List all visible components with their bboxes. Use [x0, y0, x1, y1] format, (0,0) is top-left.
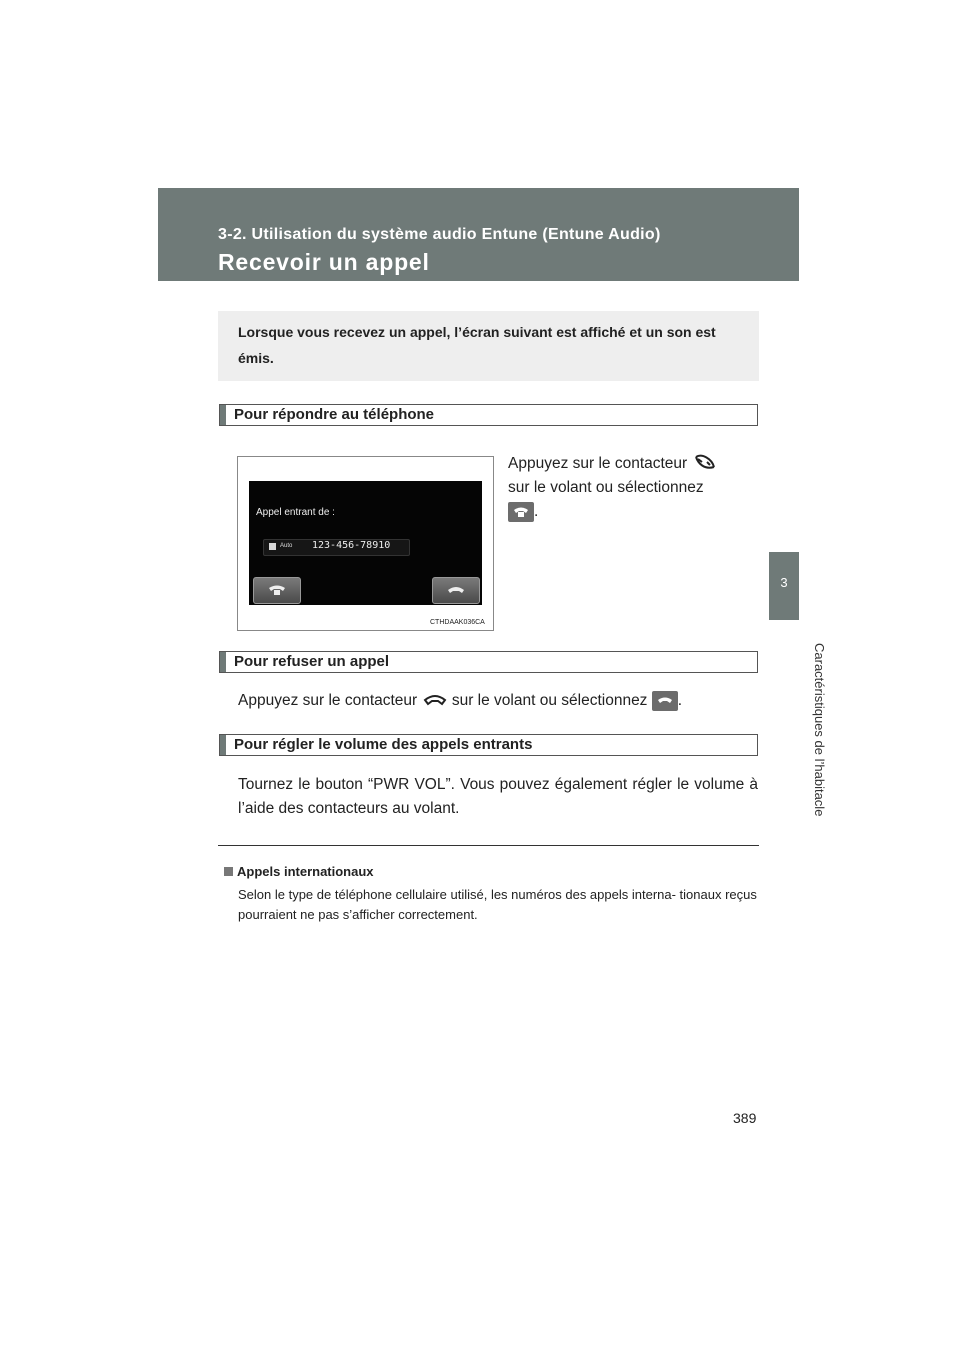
- divider: [218, 845, 759, 846]
- pickup-handset-icon: [692, 453, 718, 475]
- subheading-answer: [219, 404, 758, 426]
- caller-row: [263, 539, 410, 556]
- screen-title: Appel entrant de :: [256, 507, 335, 518]
- subheading-refuse: [219, 651, 758, 673]
- subheading-refuse-text: Pour refuser un appel: [234, 653, 390, 670]
- answer-text-a: Appuyez sur le contacteur: [508, 455, 688, 472]
- hangup-icon: [657, 695, 673, 707]
- refuse-text-a: Appuyez sur le contacteur: [238, 692, 418, 709]
- caller-number: 123-456-78910: [312, 540, 391, 551]
- chapter-label: Caractéristiques de l’habitacle: [812, 643, 827, 817]
- hangup-icon: [447, 584, 465, 596]
- screen-answer-button: [253, 577, 301, 604]
- volume-text: Tournez le bouton “PWR VOL”. Vous pouvez également régler le volume à l’aide des contacteurs au volant.: [238, 776, 758, 817]
- subheading-answer-text: Pour répondre au téléphone: [234, 406, 435, 423]
- page-number: 389: [733, 1110, 757, 1126]
- decline-button-icon: [652, 691, 678, 711]
- answer-text-c: .: [534, 503, 539, 520]
- auto-label: Auto: [280, 543, 293, 549]
- page-title: Recevoir un appel: [218, 249, 430, 275]
- answer-button-icon: [508, 502, 534, 522]
- square-bullet-icon: [224, 867, 233, 876]
- section-label: 3-2. Utilisation du système audio Entune (Entune Audio): [218, 226, 661, 243]
- hangup-handset-icon: [422, 692, 448, 710]
- figure-code: CTHDAAK036CA: [430, 619, 485, 626]
- note-title: [224, 864, 374, 879]
- refuse-text-c: .: [677, 692, 683, 709]
- incoming-call-screen: [249, 481, 482, 605]
- intro-text: Lorsque vous recevez un appel, l’écran suivant est affiché et un son est émis.: [238, 324, 716, 366]
- answer-text-b: sur le volant ou sélectionnez: [508, 479, 704, 496]
- note-title-text: Appels internationaux: [237, 864, 374, 879]
- refuse-instructions: [238, 689, 758, 713]
- subheading-volume-text: Pour régler le volume des appels entrants: [234, 736, 533, 753]
- chapter-number: 3: [780, 575, 788, 590]
- phone-icon: [513, 506, 529, 518]
- subheading-volume: [219, 734, 758, 756]
- answer-instructions: [508, 452, 758, 524]
- refuse-text-b: sur le volant ou sélectionnez: [451, 692, 648, 709]
- phone-icon: [268, 584, 286, 596]
- auto-checkbox: [269, 543, 276, 550]
- screen-decline-button: [432, 577, 480, 604]
- note-text: Selon le type de téléphone cellulaire utilisé, les numéros des appels interna- tionaux reçus pourraient ne pas s’afficher correctement.: [238, 887, 757, 922]
